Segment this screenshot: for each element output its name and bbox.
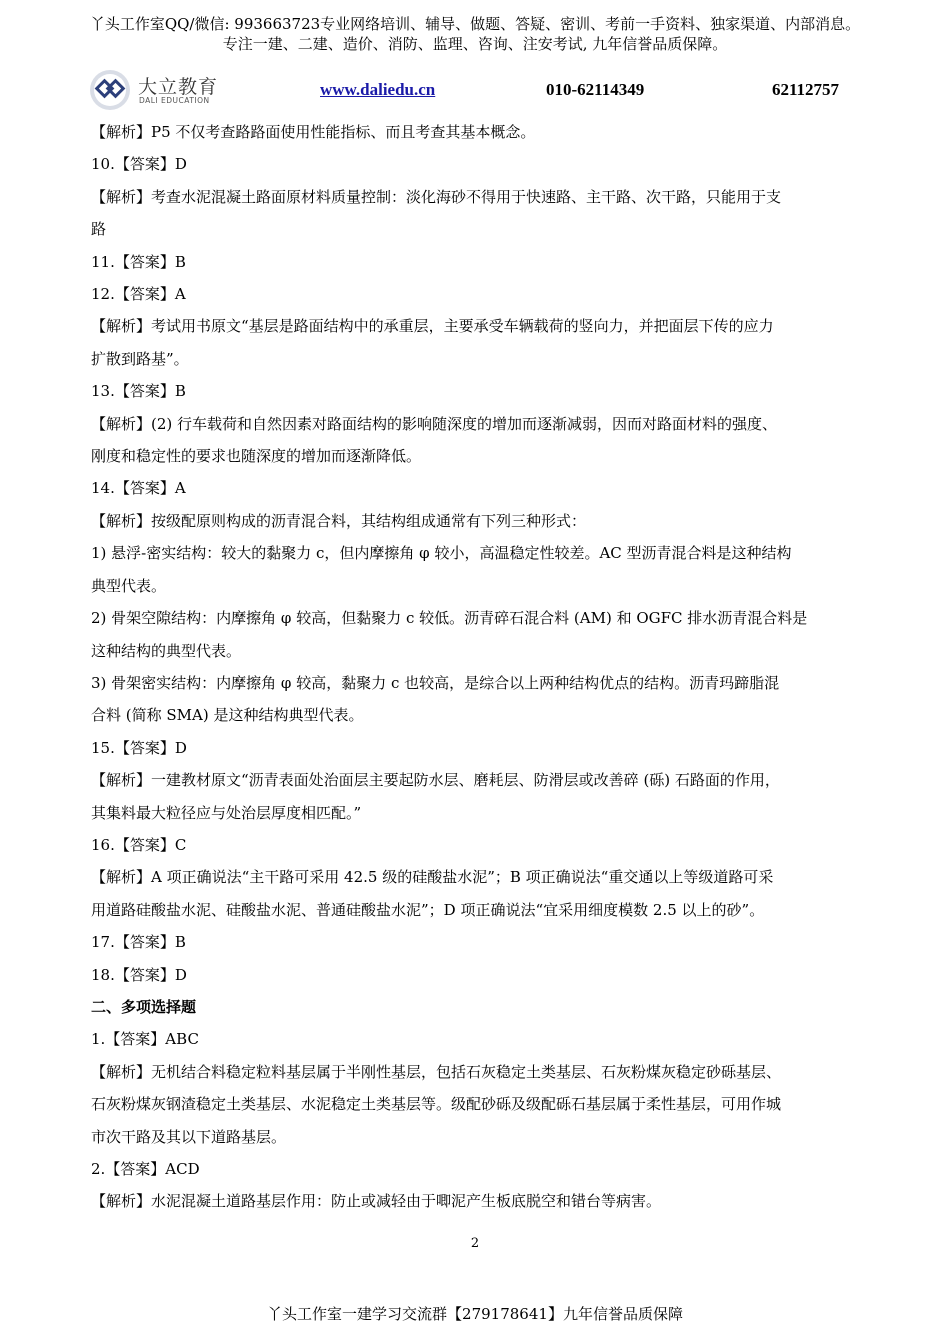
answer-line: 15.【答案】D bbox=[91, 738, 187, 757]
analysis-line: 这种结构的典型代表。 bbox=[91, 641, 242, 660]
answer-line: 1.【答案】ABC bbox=[91, 1030, 199, 1049]
answer-line: 17.【答案】B bbox=[91, 933, 186, 952]
analysis-line: 扩散到路基”。 bbox=[91, 349, 189, 368]
analysis-line: 刚度和稳定性的要求也随深度的增加而逐渐降低。 bbox=[91, 447, 422, 466]
dali-logo bbox=[88, 68, 228, 112]
section-title: 二、多项选择题 bbox=[91, 997, 197, 1016]
analysis-line: 【解析】无机结合料稳定粒料基层属于半刚性基层，包括石灰稳定土类基层、石灰粉煤灰稳定砂砾基层、 bbox=[91, 1062, 782, 1081]
answer-content bbox=[91, 116, 861, 1218]
analysis-line: 路 bbox=[91, 220, 107, 239]
analysis-line: 2) 骨架空隙结构：内摩擦角 φ 较高，但黏聚力 c 较低。沥青碎石混合料 (AM) 和 OGFC 排水沥青混合料是 bbox=[91, 609, 808, 628]
analysis-line: 用道路硅酸盐水泥、硅酸盐水泥、普通硅酸盐水泥”；D 项正确说法“宜采用细度模数 2.5 以上的砂”。 bbox=[91, 900, 765, 919]
analysis-line: 1) 悬浮-密实结构：较大的黏聚力 c，但内摩擦角 φ 较小，高温稳定性较差。AC 型沥青混合料是这种结构 bbox=[91, 544, 792, 563]
phone-number-1: 010-62114349 bbox=[546, 80, 645, 99]
analysis-line: 市次干路及其以下道路基层。 bbox=[91, 1127, 287, 1146]
analysis-line: 石灰粉煤灰钢渣稳定土类基层、水泥稳定土类基层等。级配砂砾及级配砾石基层属于柔性基层，可用作城 bbox=[91, 1095, 782, 1114]
answer-line: 2.【答案】ACD bbox=[91, 1160, 200, 1178]
top-banner bbox=[0, 14, 950, 54]
answer-line: 14.【答案】A bbox=[91, 479, 186, 498]
analysis-line: 3) 骨架密实结构：内摩擦角 φ 较高，黏聚力 c 也较高，是综合以上两种结构优点的结构。沥青玛蹄脂混 bbox=[91, 673, 780, 692]
dali-logo-icon bbox=[88, 68, 132, 112]
analysis-line: 合料 (简称 SMA) 是这种结构典型代表。 bbox=[91, 706, 364, 725]
analysis-line: 【解析】水泥混凝土道路基层作用：防止或减轻由于唧泥产生板底脱空和错台等病害。 bbox=[91, 1192, 662, 1211]
page-footer: 丫头工作室一建学习交流群【279178641】九年信誉品质保障 bbox=[267, 1305, 683, 1323]
analysis-line: 其集料最大粒径应与处治层厚度相匹配。” bbox=[91, 803, 362, 822]
website-link[interactable]: www.daliedu.cn bbox=[320, 80, 436, 99]
banner-line-1: 丫头工作室QQ/微信: 993663723专业网络培训、辅导、做题、答疑、密训、考前一手资料、独家渠道、内部消息。 bbox=[89, 15, 861, 33]
analysis-line: 【解析】(2) 行车载荷和自然因素对路面结构的影响随深度的增加而逐渐减弱，因而对路面材料的强度、 bbox=[91, 414, 778, 433]
analysis-line: 【解析】一建教材原文“沥青表面处治面层主要起防水层、磨耗层、防滑层或改善碎 (砾) 石路面的作用， bbox=[91, 771, 780, 790]
phone-number-2: 62112757 bbox=[772, 80, 840, 99]
answer-line: 13.【答案】B bbox=[91, 382, 186, 401]
logo-chinese-name: 大立教育 bbox=[138, 76, 219, 98]
analysis-line: 典型代表。 bbox=[91, 576, 167, 595]
page-number: 2 bbox=[470, 1236, 480, 1251]
page-header bbox=[88, 68, 868, 112]
answer-line: 18.【答案】D bbox=[91, 965, 187, 984]
analysis-line: 【解析】按级配原则构成的沥青混合料，其结构组成通常有下列三种形式： bbox=[91, 511, 587, 530]
analysis-line: 【解析】考查水泥混凝土路面原材料质量控制：淡化海砂不得用于快速路、主干路、次干路，只能用于支 bbox=[91, 187, 782, 206]
answer-line: 12.【答案】A bbox=[91, 285, 186, 304]
answer-line: 10.【答案】D bbox=[91, 155, 187, 174]
logo-english-name: DALI EDUCATION bbox=[139, 96, 210, 105]
answer-line: 11.【答案】B bbox=[91, 252, 186, 271]
analysis-line: 【解析】P5 不仅考查路路面使用性能指标、而且考查其基本概念。 bbox=[91, 123, 536, 141]
analysis-line: 【解析】考试用书原文“基层是路面结构中的承重层，主要承受车辆载荷的竖向力，并把面层下传的应力 bbox=[91, 317, 774, 336]
answer-line: 16.【答案】C bbox=[91, 835, 187, 854]
banner-line-2: 专注一建、二建、造价、消防、监理、咨询、注安考试, 九年信誉品质保障。 bbox=[222, 35, 728, 53]
analysis-line: 【解析】A 项正确说法“主干路可采用 42.5 级的硅酸盐水泥”；B 项正确说法“重交通以上等级道路可采 bbox=[91, 868, 774, 887]
